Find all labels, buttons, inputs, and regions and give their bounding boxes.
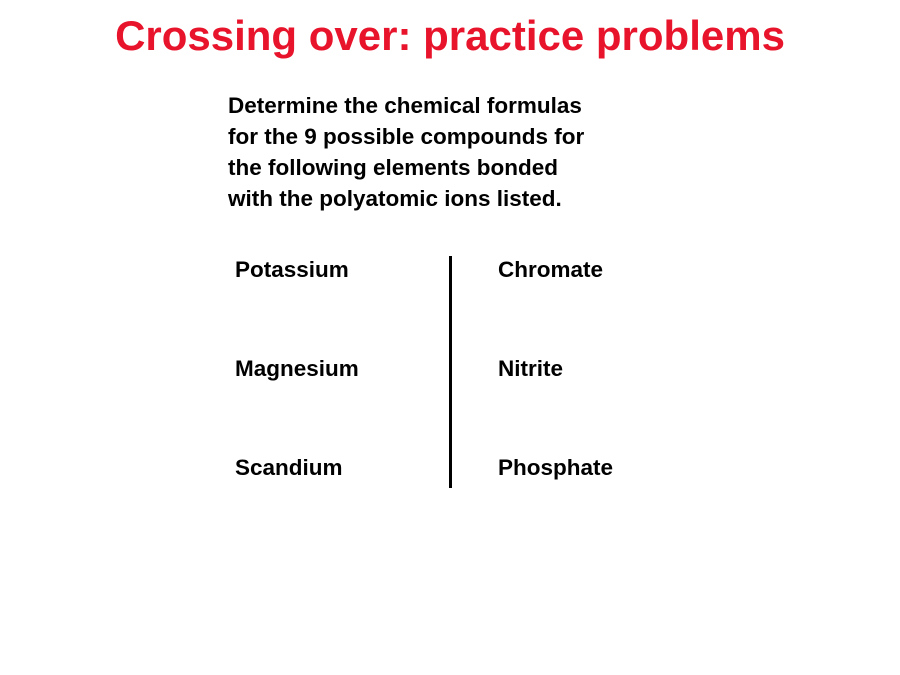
element-item-potassium: Potassium bbox=[235, 257, 349, 282]
instructions-text bbox=[228, 90, 748, 214]
ion-item-nitrite: Nitrite bbox=[498, 356, 564, 381]
element-item-scandium: Scandium bbox=[235, 455, 343, 480]
ion-item-chromate: Chromate bbox=[498, 257, 604, 282]
instructions-line: Determine the chemical formulas bbox=[228, 93, 582, 118]
instructions-line: for the 9 possible compounds for bbox=[228, 124, 585, 149]
instructions-line: with the polyatomic ions listed. bbox=[228, 186, 562, 211]
slide-title: Crossing over: practice problems bbox=[115, 12, 785, 59]
polyatomic-ions-list bbox=[498, 252, 718, 549]
instructions-line: the following elements bonded bbox=[228, 155, 559, 180]
elements-list bbox=[235, 252, 455, 549]
element-item-magnesium: Magnesium bbox=[235, 356, 359, 381]
column-divider bbox=[449, 256, 452, 488]
ion-item-phosphate: Phosphate bbox=[498, 455, 614, 480]
